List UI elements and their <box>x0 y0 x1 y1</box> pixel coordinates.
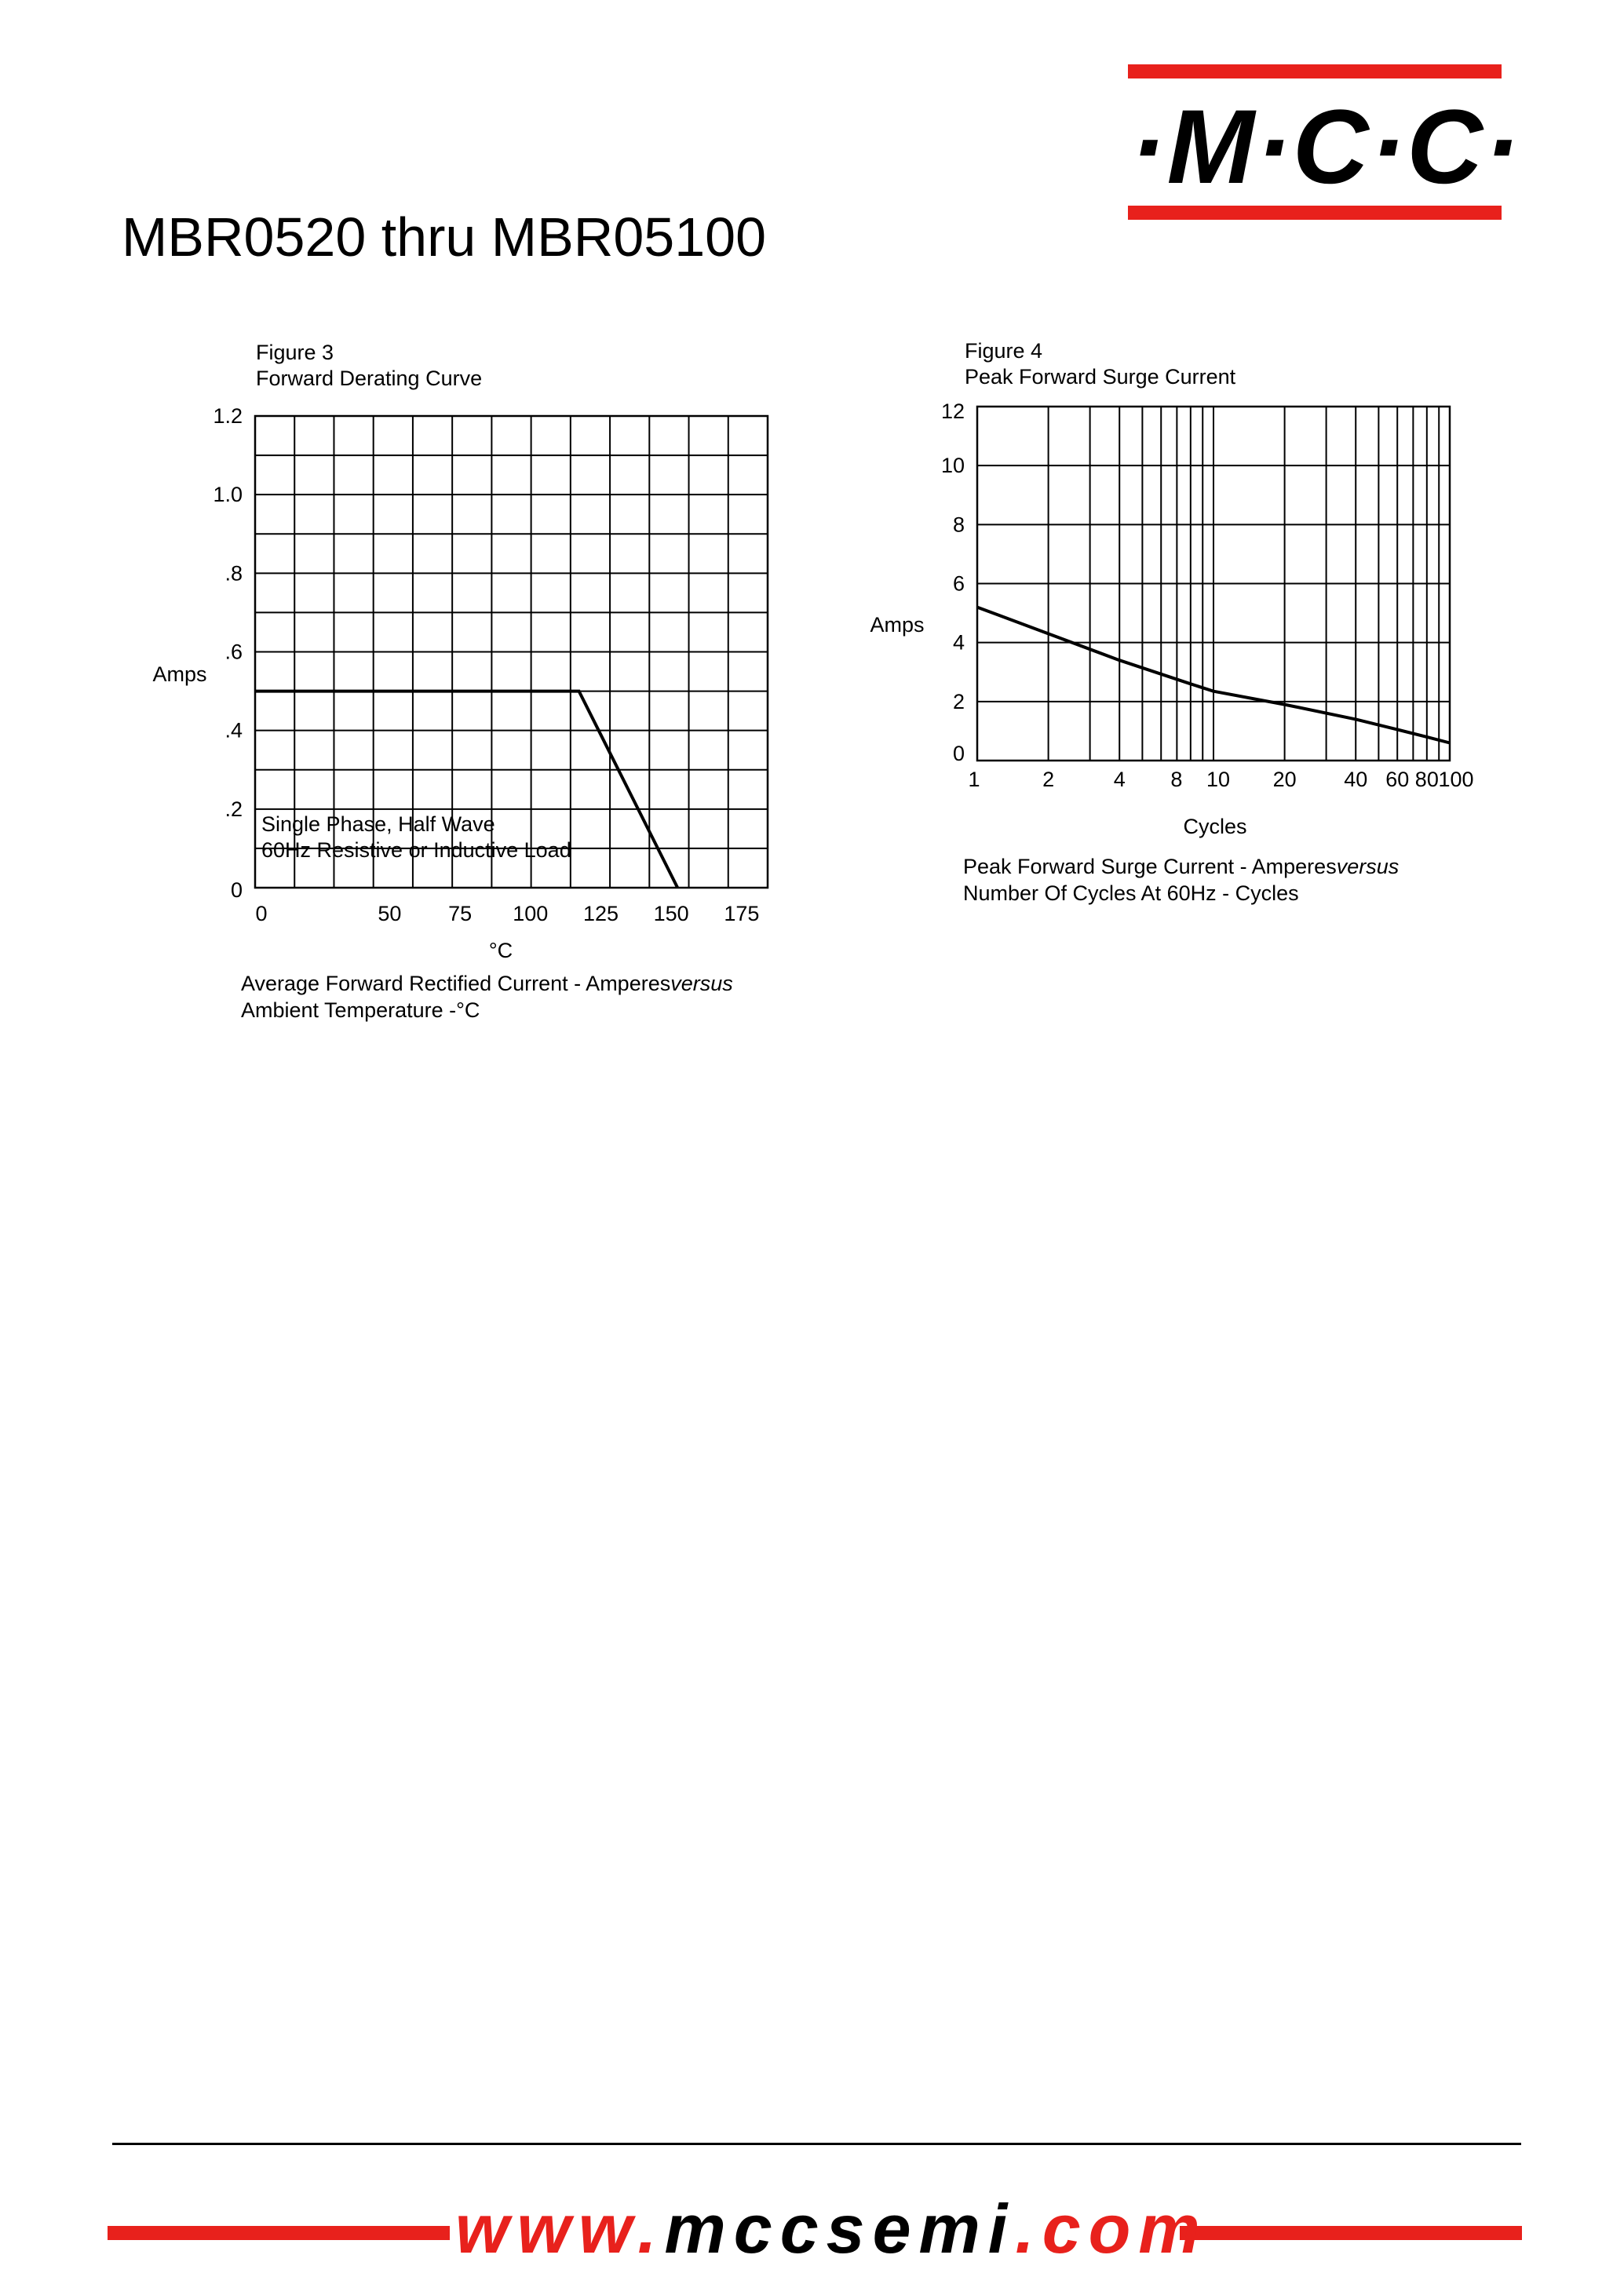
fig4-x-tick-label: 1 <box>968 768 980 791</box>
fig4-y-tick-label: 6 <box>952 571 965 596</box>
footer-right-bar <box>1180 2226 1522 2240</box>
footer-website-link[interactable] <box>455 2190 1208 2268</box>
fig4-y-tick-label: 12 <box>940 400 965 423</box>
figure-4-label: Figure 4 <box>965 339 1043 363</box>
fig4-y-tick-label: 0 <box>952 742 965 765</box>
fig3-y-tick-label: 1.2 <box>213 404 243 428</box>
figure-4-title: Peak Forward Surge Current <box>965 365 1236 389</box>
fig3-y-tick-label: .4 <box>224 718 243 742</box>
footer-rule <box>112 2143 1521 2145</box>
fig3-x-tick-label: 175 <box>724 902 760 925</box>
fig4-x-axis-label: Cycles <box>1183 815 1247 838</box>
figure-4-caption-line2: Number Of Cycles At 60Hz - Cycles <box>963 881 1299 905</box>
fig4-x-tick-label: 60 <box>1385 768 1410 791</box>
fig3-y-tick-label: .8 <box>224 561 243 586</box>
fig3-x-axis-label: °C <box>488 939 513 962</box>
figure-3-caption-line2: Ambient Temperature -°C <box>241 998 480 1022</box>
fig4-x-tick-label: 2 <box>1042 768 1055 791</box>
fig4-x-tick-label: 4 <box>1113 768 1126 791</box>
fig3-x-tick-label: 100 <box>513 902 549 925</box>
company-logo: ·M·C·C· <box>1130 89 1521 206</box>
fig4-y-tick-label: 8 <box>952 513 965 537</box>
figure-4-caption-line1: Peak Forward Surge Current - Amperes <box>963 855 1337 878</box>
fig3-y-tick-label: .6 <box>224 640 243 664</box>
figure-4-caption <box>963 853 1399 907</box>
fig3-x-tick-label: 50 <box>378 902 402 925</box>
fig4-x-tick-label: 100 <box>1438 768 1474 791</box>
fig3-y-tick-label: 1.0 <box>213 483 243 507</box>
fig4-x-tick-label: 8 <box>1170 768 1183 791</box>
fig3-y-tick-label: .2 <box>224 797 243 821</box>
fig4-y-tick-label: 4 <box>952 630 965 655</box>
figure-3-label: Figure 3 <box>256 341 334 364</box>
fig4-x-tick-label: 10 <box>1206 768 1231 791</box>
footer-url-domain: mccsemi <box>664 2190 1016 2268</box>
page-title: MBR0520 thru MBR05100 <box>122 206 766 268</box>
fig4-x-tick-label: 20 <box>1272 768 1297 791</box>
fig3-x-tick-label: 125 <box>582 902 619 925</box>
fig3-annotation-line1: Single Phase, Half Wave <box>261 812 495 836</box>
figure-3-title: Forward Derating Curve <box>256 367 483 390</box>
footer-url-www: www. <box>455 2190 665 2268</box>
fig3-annotation-line2: 60Hz Resistive or Inductive Load <box>261 838 571 862</box>
fig4-y-tick-label: 10 <box>940 454 965 478</box>
fig3-x-tick-label: 0 <box>255 902 268 925</box>
fig4-x-tick-label: 80 <box>1414 768 1439 791</box>
figure-3-caption <box>241 970 733 1023</box>
fig3-y-tick-label: 0 <box>230 878 243 902</box>
fig4-x-tick-label: 40 <box>1344 768 1368 791</box>
fig3-x-tick-label: 150 <box>653 902 689 925</box>
fig4-y-tick-label: 2 <box>952 689 965 713</box>
fig4-y-axis-label: Amps <box>870 613 925 637</box>
footer-left-bar <box>108 2226 450 2240</box>
fig3-y-axis-label: Amps <box>152 662 207 686</box>
fig3-x-tick-label: 75 <box>448 902 473 925</box>
footer-url-tld: .com <box>1015 2190 1208 2268</box>
charts-canvas <box>0 0 1624 1099</box>
figure-4-caption-versus: versus <box>1336 855 1400 878</box>
figure-3-caption-versus: versus <box>670 972 733 995</box>
figure-3-caption-line1: Average Forward Rectified Current - Amperes <box>241 972 671 995</box>
